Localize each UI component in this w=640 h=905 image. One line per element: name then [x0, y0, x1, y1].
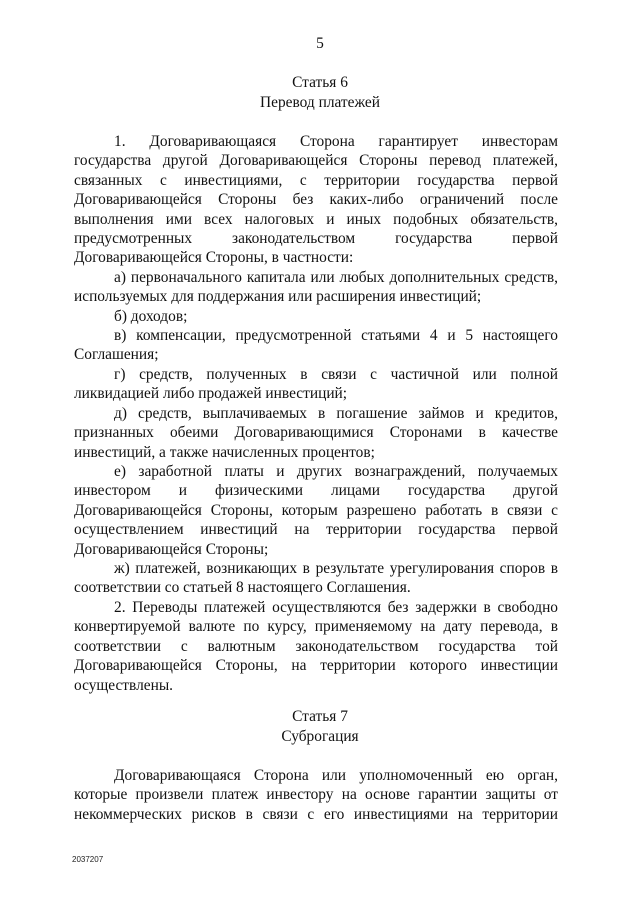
article-7-label: Статья 7 — [292, 708, 348, 725]
article-6-title: Перевод платежей — [260, 94, 380, 111]
list-item-e: е) заработной платы и других вознаграждений, получаемых инвестором и физическими лицами государства другой Договаривающейся Стороны, которым разрешено работать в связи с осуществлением инвестиций на территории государства первой Договаривающейся Стороны; — [74, 463, 558, 558]
article-6-paragraph-1: 1. Договаривающаяся Сторона гарантирует инвесторам государства другой Договаривающейся Стороны перевод платежей, связанных с инвестициями, с территории государства первой Договаривающейся Стороны без каких-либо ограничений после выполнения ими всех налоговых и иных подобных обязательств, предусмотренных законодательством государства первой Договаривающейся Стороны, в частности: — [74, 133, 558, 267]
article-6-paragraph-2: 2. Переводы платежей осуществляются без задержки в свободно конвертируемой валюте по курсу, применяемому на дату перевода, в соответствии с валютным законодательством государства той Договаривающейся Стороны, на территории которого инвестиции осуществлены. — [74, 599, 558, 694]
list-item-zh: ж) платежей, возникающих в результате урегулирования споров в соответствии со статьей 8 настоящего Соглашения. — [74, 560, 558, 597]
list-item-a: а) первоначального капитала или любых дополнительных средств, используемых для поддержания или расширения инвестиций; — [74, 269, 558, 306]
article-7-paragraph-1: Договаривающаяся Сторона или уполномоченный ею орган, которые произвели платеж инвестору на основе гарантии защиты от некоммерческих рисков в связи с его инвестициями на территории — [74, 767, 558, 823]
article-7-title: Суброгация — [281, 728, 359, 745]
list-item-b: б) доходов; — [114, 308, 188, 325]
list-item-v: в) компенсации, предусмотренной статьями 4 и 5 настоящего Соглашения; — [74, 327, 558, 364]
footer-code: 2037207 — [72, 855, 104, 864]
article-6-label: Статья 6 — [292, 74, 348, 91]
list-item-d: д) средств, выплачиваемых в погашение займов и кредитов, признанных обеими Договаривающимися Сторонами в качестве инвестиций, а также начисленных процентов; — [74, 405, 558, 461]
page-number: 5 — [316, 35, 324, 52]
list-item-g: г) средств, полученных в связи с частичной или полной ликвидацией либо продажей инвестиций; — [74, 366, 558, 403]
